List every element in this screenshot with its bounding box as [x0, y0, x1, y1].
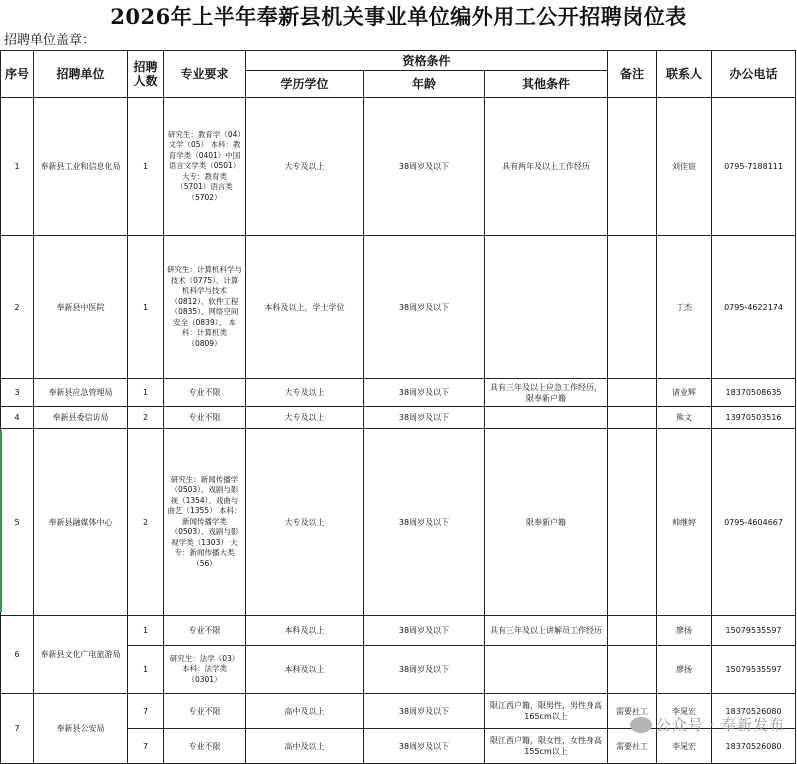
cell-contact: 诸业辉 [657, 379, 712, 407]
cell-contact: 廖扬 [657, 646, 712, 694]
cell-education: 本科及以上 [246, 646, 364, 694]
cell-unit: 奉新县文化广电旅游局 [34, 616, 128, 694]
cell-age: 38周岁及以下 [364, 694, 485, 729]
cell-remark [608, 236, 657, 379]
cell-major: 研究生：计算机科学与技术（0775）、计算机科学与技术（0812）、软件工程（0835）、网络空间安全（0839）、 本科：计算机类（0809） [164, 236, 246, 379]
cell-count: 1 [128, 98, 164, 236]
cell-count: 2 [128, 429, 164, 616]
cell-no: 2 [1, 236, 34, 379]
cell-remark [608, 429, 657, 616]
table-row [1, 98, 796, 236]
cell-phone: 0795-7188111 [712, 98, 796, 236]
cell-major: 专业不限 [164, 616, 246, 646]
cell-remark [608, 646, 657, 694]
cell-count: 7 [128, 729, 164, 764]
header-other: 其他条件 [485, 71, 608, 98]
cell-education: 高中及以上 [246, 729, 364, 764]
cell-count: 1 [128, 646, 164, 694]
cell-phone: 18370526080 [712, 694, 796, 729]
cell-education: 大专及以上 [246, 379, 364, 407]
cell-phone: 15079535597 [712, 646, 796, 694]
header-major: 专业要求 [164, 51, 246, 98]
cell-age: 38周岁及以下 [364, 407, 485, 429]
cell-other: 具有三年及以上讲解员工作经历 [485, 616, 608, 646]
cell-major: 专业不限 [164, 407, 246, 429]
cell-count: 2 [128, 407, 164, 429]
cell-other: 限江西户籍，限女性，女性身高155cm以上 [485, 729, 608, 764]
cell-unit: 奉新县融媒体中心 [34, 429, 128, 616]
cell-count: 7 [128, 694, 164, 729]
cell-remark [608, 379, 657, 407]
cell-phone: 18370508635 [712, 379, 796, 407]
cell-unit: 奉新县应急管理局 [34, 379, 128, 407]
cell-no: 7 [1, 694, 34, 764]
cell-phone: 13970503516 [712, 407, 796, 429]
cell-phone: 0795-4622174 [712, 236, 796, 379]
cell-count: 1 [128, 379, 164, 407]
cell-unit: 奉新县中医院 [34, 236, 128, 379]
cell-no: 4 [1, 407, 34, 429]
cell-education: 大专及以上 [246, 407, 364, 429]
cell-unit: 奉新县公安局 [34, 694, 128, 764]
watermark [630, 714, 785, 735]
cell-major: 专业不限 [164, 379, 246, 407]
cell-contact: 丁杰 [657, 236, 712, 379]
cell-age: 38周岁及以下 [364, 98, 485, 236]
cell-remark [608, 616, 657, 646]
cell-education: 大专及以上 [246, 98, 364, 236]
cell-contact: 李晁宏 [657, 694, 712, 729]
cell-other [485, 236, 608, 379]
cell-education: 本科及以上，学士学位 [246, 236, 364, 379]
header-education: 学历学位 [246, 71, 364, 98]
cell-other: 限奉新户籍 [485, 429, 608, 616]
cell-unit: 奉新县委信访局 [34, 407, 128, 429]
cell-other: 具有三年及以上应急工作经历，限奉新户籍 [485, 379, 608, 407]
cell-no: 1 [1, 98, 34, 236]
cell-age: 38周岁及以下 [364, 379, 485, 407]
cell-phone: 15079535597 [712, 616, 796, 646]
cell-remark: 需要社工 [608, 729, 657, 764]
cell-contact: 熊文 [657, 407, 712, 429]
header-age: 年龄 [364, 71, 485, 98]
cell-other: 限江西户籍，限男性，男性身高165cm以上 [485, 694, 608, 729]
header-contact: 联系人 [657, 51, 712, 98]
cell-unit: 奉新县工业和信息化局 [34, 98, 128, 236]
cell-phone: 18370526080 [712, 729, 796, 764]
cell-remark [608, 407, 657, 429]
table-row [1, 616, 796, 646]
cell-major: 专业不限 [164, 729, 246, 764]
cell-contact: 廖扬 [657, 616, 712, 646]
positions-table [0, 50, 796, 764]
cell-count: 1 [128, 236, 164, 379]
cell-contact: 刘佳宸 [657, 98, 712, 236]
stamp-label: 招聘单位盖章： [4, 33, 96, 48]
header-count: 招聘人数 [128, 51, 164, 98]
header-qualifications: 资格条件 [246, 51, 608, 71]
cell-remark: 需要社工 [608, 694, 657, 729]
header-phone: 办公电话 [712, 51, 796, 98]
cell-age: 38周岁及以下 [364, 646, 485, 694]
selection-marker [0, 430, 2, 612]
cell-major: 研究生：教育学（04）文学（05） 本科：教育学类（0401）中国语言文学类（0501） 大专：教育类（5701）语言类（5702） [164, 98, 246, 236]
cell-age: 38周岁及以下 [364, 729, 485, 764]
cell-no: 3 [1, 379, 34, 407]
table-row [1, 236, 796, 379]
watermark-text: 公众号 · 奉新发布 [655, 716, 785, 734]
cell-no: 5 [1, 429, 34, 616]
cell-count: 1 [128, 616, 164, 646]
cell-other [485, 407, 608, 429]
cell-education: 高中及以上 [246, 694, 364, 729]
table-row [1, 407, 796, 429]
cell-remark [608, 98, 657, 236]
cell-major: 专业不限 [164, 694, 246, 729]
page-title: 2026年上半年奉新县机关事业单位编外用工公开招聘岗位表 [110, 4, 687, 29]
cell-education: 大专及以上 [246, 429, 364, 616]
cell-other [485, 646, 608, 694]
header-remark: 备注 [608, 51, 657, 98]
header-row [1, 51, 796, 71]
cell-major: 研究生：新闻传播学（0503）、戏剧与影视（1354）、戏曲与曲艺（1355） 本科：新闻传播学类（0503）、戏剧与影视学类（1303） 大专：新闻传播大类（56） [164, 429, 246, 616]
cell-contact: 李晁宏 [657, 729, 712, 764]
header-unit: 招聘单位 [34, 51, 128, 98]
table-row [1, 429, 796, 616]
cell-age: 38周岁及以下 [364, 236, 485, 379]
wechat-icon [630, 717, 652, 733]
cell-no: 6 [1, 616, 34, 694]
cell-major: 研究生：法学（03） 本科：法学类（0301） [164, 646, 246, 694]
cell-contact: 帅继婷 [657, 429, 712, 616]
cell-other: 具有两年及以上工作经历 [485, 98, 608, 236]
cell-phone: 0795-4604667 [712, 429, 796, 616]
cell-age: 38周岁及以下 [364, 429, 485, 616]
cell-education: 本科及以上 [246, 616, 364, 646]
cell-age: 38周岁及以下 [364, 616, 485, 646]
header-no: 序号 [1, 51, 34, 98]
table-row [1, 379, 796, 407]
